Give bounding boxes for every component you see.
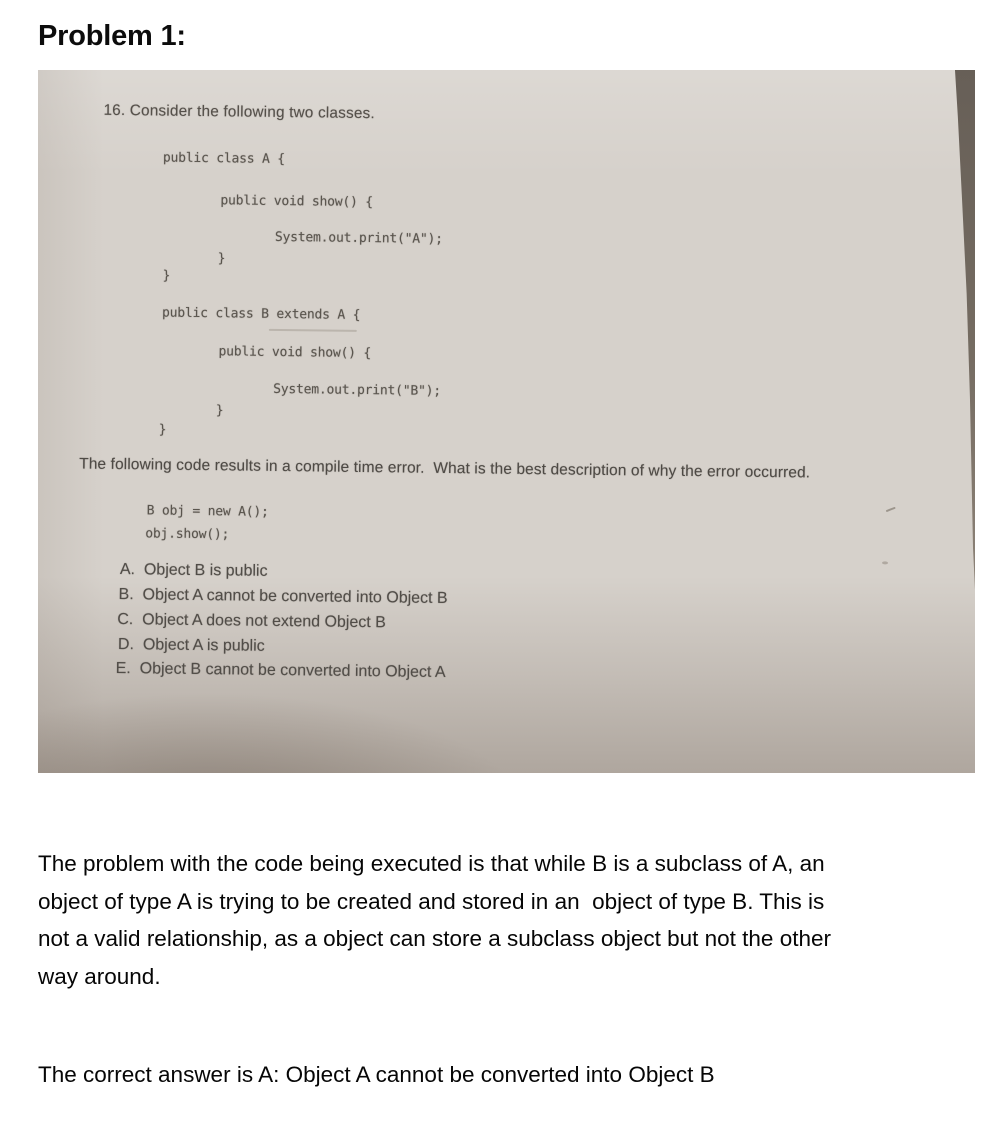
choice-d: D. Object A is public [117,636,265,655]
choice-b: B. Object A cannot be converted into Object B [118,586,448,608]
page-title: Problem 1: [38,20,186,52]
code-class-a-line-5: } [162,268,171,284]
explanation-line-2: object of type A is trying to be created and stored in an object of type B. This is [38,888,825,914]
pencil-smudge [882,561,888,564]
code-class-b-line-3: System.out.print("B"); [273,381,441,399]
question-intro: 16. Consider the following two classes. [103,101,375,123]
snippet-line-1: B obj = new A(); [146,503,269,520]
correct-answer-statement: The correct answer is A: Object A cannot be converted into Object B [38,1062,715,1087]
question-prompt: The following code results in a compile time error. What is the best description of why the error occurred. [79,455,811,482]
explanation-paragraph [38,845,831,995]
code-class-a-line-3: System.out.print("A"); [274,229,443,247]
choice-a: A. Object B is public [119,561,268,580]
pencil-mark [886,507,896,512]
code-class-b-line-4: } [215,403,224,419]
choice-e: E. Object B cannot be converted into Object A [115,659,446,682]
explanation-line-4: way around. [38,963,161,989]
explanation-line-3: not a valid relationship, as a object can store a subclass object but not the other [38,926,831,951]
code-class-b-line-1: public class B extends A { [161,305,361,323]
faint-underline [269,329,357,332]
code-class-a-line-2: public void show() { [220,193,374,211]
code-class-b-line-2: public void show() { [218,344,372,362]
snippet-line-2: obj.show(); [145,526,230,543]
code-class-a-line-4: } [217,251,226,267]
code-class-b-line-5: } [158,422,167,438]
exam-question-photo [38,70,975,773]
code-class-a-line-1: public class A { [162,150,286,168]
choice-c: C. Object A does not extend Object B [117,611,386,632]
explanation-line-1: The problem with the code being executed is that while B is a subclass of A, an [38,851,825,876]
exam-paper-content [38,70,975,773]
